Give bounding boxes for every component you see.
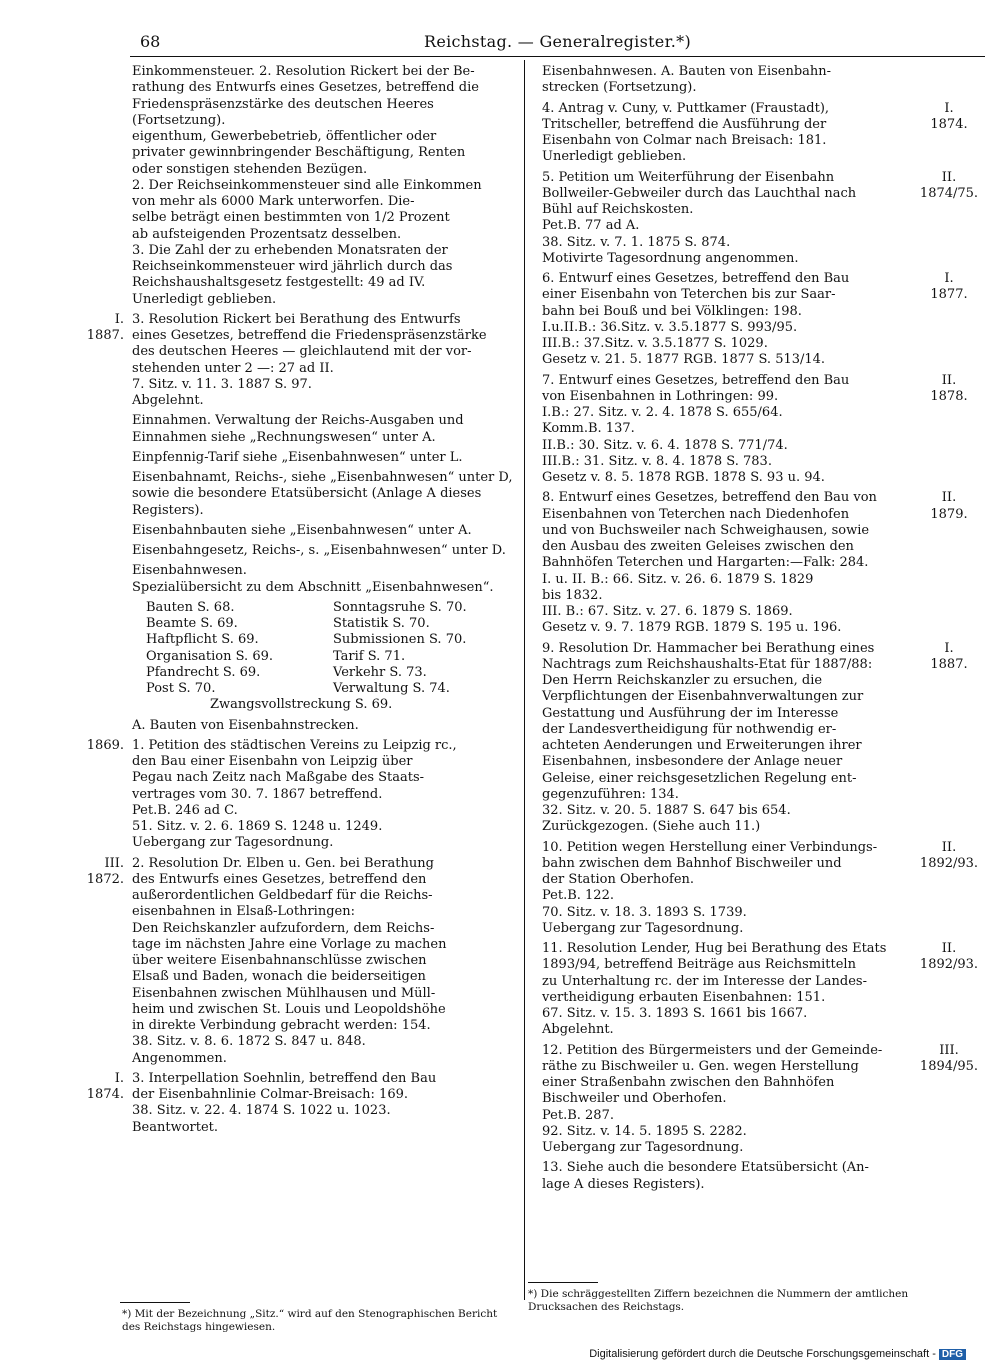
entry-line: 4. Antrag v. Cuny, v. Puttkamer (Fraustadt), <box>542 100 830 116</box>
entry-line: 3. Die Zahl der zu erhebenden Monatsraten der <box>132 242 448 258</box>
spec-item: Submissionen S. 70. <box>333 632 467 648</box>
register-entry <box>60 450 520 466</box>
entry-line: 12. Petition des Bürgermeisters und der Gemeinde- <box>542 1042 883 1058</box>
entry-line: Abgelehnt. <box>132 393 204 408</box>
spec-item: Haftpflicht S. 69. <box>146 632 259 648</box>
entry-line: tage im nächsten Jahre eine Vorlage zu machen <box>132 936 447 952</box>
entry-line: 7. Entwurf eines Gesetzes, betreffend den Bau <box>542 372 850 388</box>
entry-line: bis 1832. <box>542 587 603 603</box>
entry-line: der Landesvertheidigung für nothwendig er- <box>542 721 837 737</box>
entry-line: eines Gesetzes, betreffend die Friedenspräsenzstärke <box>132 328 487 343</box>
entry-margin-note: III. 1894/95. <box>919 1042 979 1074</box>
spec-item: Sonntagsruhe S. 70. <box>333 599 467 615</box>
entry-line: 10. Petition wegen Herstellung einer Verbindungs- <box>542 839 878 855</box>
entry-line: III.B.: 37.Sitz. v. 3.5.1877 S. 1029. <box>542 336 768 351</box>
entry-line: Gestattung und Ausführung der im Interesse <box>542 705 839 721</box>
entry-line: 5. Petition um Weiterführung der Eisenbahn <box>542 169 835 185</box>
entry-margin-note: I. 1887. <box>86 311 124 343</box>
entry-line: Pet.B. 287. <box>542 1107 614 1123</box>
entry-line: Gesetz v. 9. 7. 1879 RGB. 1879 S. 195 u. 196. <box>542 620 842 636</box>
page-number: 68 <box>140 32 161 51</box>
entry-line: 3. Interpellation Soehnlin, betreffend den Bau <box>132 1070 437 1086</box>
entry-line: vertheidigung erbauten Eisenbahnen: 151. <box>542 989 826 1005</box>
entry-line: stehenden unter 2 —: 27 ad II. <box>132 360 334 376</box>
entry-line: Registers). <box>132 502 204 518</box>
entry-line: III. B.: 67. Sitz. v. 27. 6. 1879 S. 1869. <box>542 604 793 619</box>
spec-item: Bauten S. 68. <box>146 599 235 615</box>
entry-line: I. u. II. B.: 66. Sitz. v. 26. 6. 1879 S. 1829 <box>542 571 814 587</box>
entry-line: von Eisenbahnen in Lothringen: 99. <box>542 388 779 404</box>
register-entry <box>60 563 520 596</box>
register-entry <box>60 523 520 539</box>
register-entry <box>60 1071 520 1136</box>
entry-margin-note: II. 1879. <box>930 490 968 522</box>
page-header <box>130 32 985 57</box>
spec-item: Pfandrecht S. 69. <box>146 664 261 680</box>
entry-line: I.u.II.B.: 36.Sitz. v. 3.5.1877 S. 993/95. <box>542 319 798 335</box>
entry-line: einer Eisenbahn von Teterchen bis zur Saar- <box>542 287 836 303</box>
footnote-rule-left <box>120 1302 190 1303</box>
entry-line: Gesetz v. 21. 5. 1877 RGB. 1877 S. 513/14. <box>542 352 826 368</box>
entry-line: einer Straßenbahn zwischen den Bahnhöfen <box>542 1075 835 1090</box>
entry-line: 38. Sitz. v. 8. 6. 1872 S. 847 u. 848. <box>132 1034 366 1050</box>
entry-line: Eisenbahnwesen. A. Bauten von Eisenbahn- <box>542 64 832 79</box>
entry-line: Bühl auf Reichskosten. <box>542 202 694 217</box>
register-entry <box>528 170 988 268</box>
entry-line: Pet.B. 77 ad A. <box>542 218 640 234</box>
register-entry <box>60 738 520 852</box>
entry-line: räthe zu Bischweiler u. Gen. wegen Herstellung <box>542 1058 859 1074</box>
entry-line: Nachtrags zum Reichshaushalts-Etat für 1887/88: <box>542 656 873 672</box>
left-column <box>60 64 520 1140</box>
entry-line: oder sonstigen stehenden Bezügen. <box>132 161 368 177</box>
entry-line: A. Bauten von Eisenbahnstrecken. <box>132 717 359 733</box>
entry-line: Reichshaushaltsgesetz festgestellt: 49 ad IV. <box>132 275 426 291</box>
entry-line: Angenommen. <box>132 1050 227 1066</box>
entry-line: 70. Sitz. v. 18. 3. 1893 S. 1739. <box>542 904 747 920</box>
register-entry <box>60 718 520 734</box>
register-entry <box>60 312 520 410</box>
entry-margin-note: II. 1892/93. <box>919 839 979 871</box>
register-entry <box>528 490 988 636</box>
entry-line: 2. Der Reichseinkommensteuer sind alle Einkommen <box>132 177 482 193</box>
entry-line: 3. Resolution Rickert bei Berathung des Entwurfs <box>132 311 461 327</box>
entry-line: den Ausbau des zweiten Geleises zwischen den <box>542 539 854 554</box>
register-entry <box>60 470 520 519</box>
entry-line: Geleise, einer reichsgesetzlichen Regelung ent- <box>542 770 857 786</box>
entry-line: des deutschen Heeres — gleichlautend mit der vor- <box>132 344 472 360</box>
column-divider <box>524 60 525 1300</box>
entry-line: Unerledigt geblieben. <box>132 291 277 307</box>
entry-line: Reichseinkommensteuer wird jährlich durch das <box>132 259 453 274</box>
spec-item: Verwaltung S. 74. <box>333 681 450 696</box>
entry-line: Zurückgezogen. (Siehe auch 11.) <box>542 819 761 835</box>
entry-line: den Bau einer Eisenbahn von Leipzig über <box>132 754 413 769</box>
entry-line: 13. Siehe auch die besondere Etatsübersicht (An- <box>542 1160 869 1176</box>
entry-line: Eisenbahnen zwischen Mühlhausen und Müll- <box>132 985 436 1001</box>
entry-line: 38. Sitz. v. 22. 4. 1874 S. 1022 u. 1023. <box>132 1103 391 1119</box>
spec-item: Post S. 70. <box>146 681 216 696</box>
entry-line: privater gewinnbringender Beschäftigung, Renten <box>132 145 466 161</box>
entry-line: 9. Resolution Dr. Hammacher bei Berathung eines <box>542 640 875 656</box>
entry-line: Eisenbahnbauten siehe „Eisenbahnwesen“ unter A. <box>132 522 472 538</box>
register-entry <box>60 856 520 1067</box>
spec-item: Beamte S. 69. <box>146 616 238 631</box>
entry-line: lage A dieses Registers). <box>542 1176 705 1192</box>
entry-line: achteten Aenderungen und Erweiterungen ihrer <box>542 738 862 753</box>
entry-line: und von Buchsweiler nach Schweighausen, sowie <box>542 522 870 538</box>
entry-line: über weitere Eisenbahnanschlüsse zwischen <box>132 953 427 968</box>
spec-item: Organisation S. 69. <box>146 648 273 664</box>
entry-line: gegenzuführen: 134. <box>542 786 679 802</box>
entry-line: III.B.: 31. Sitz. v. 8. 4. 1878 S. 783. <box>542 453 772 469</box>
register-entry <box>528 641 988 836</box>
footer-text: Digitalisierung gefördert durch die Deutsche Forschungsgemeinschaft - <box>589 1348 936 1360</box>
register-entry <box>60 64 520 308</box>
entry-line: Friedenspräsenzstärke des deutschen Heeres (Fortsetzung). <box>132 96 434 128</box>
entry-line: 92. Sitz. v. 14. 5. 1895 S. 2282. <box>542 1123 747 1139</box>
register-entry <box>60 413 520 446</box>
entry-line: heim und zwischen St. Louis und Leopoldshöhe <box>132 1001 446 1017</box>
page-title: Reichstag. — Generalregister.*) <box>423 32 691 51</box>
register-entry <box>60 543 520 559</box>
special-overview-last: Zwangsvollstreckung S. 69. <box>210 697 393 713</box>
entry-margin-note: 1869. <box>86 737 124 753</box>
entry-margin-note: II. 1892/93. <box>919 941 979 973</box>
entry-line: I.B.: 27. Sitz. v. 2. 4. 1878 S. 655/64. <box>542 405 783 420</box>
dfg-logo: DFG <box>939 1349 966 1360</box>
entry-line: Komm.B. 137. <box>542 421 635 437</box>
entry-line: Unerledigt geblieben. <box>542 149 687 165</box>
entry-line: Einnahmen siehe „Rechnungswesen“ unter A. <box>132 429 436 445</box>
right-column <box>528 64 988 1197</box>
entry-line: Eisenbahnen von Teterchen nach Diedenhofen <box>542 506 850 522</box>
entry-line: Uebergang zur Tagesordnung. <box>132 835 334 851</box>
entry-line: Pet.B. 122. <box>542 888 614 904</box>
entry-line: 1. Petition des städtischen Vereins zu Leipzig rc., <box>132 737 457 753</box>
entry-line: von mehr als 6000 Mark unterworfen. Die- <box>132 194 415 209</box>
entry-line: 11. Resolution Lender, Hug bei Berathung des Etats <box>542 941 887 956</box>
entry-line: Eisenbahnamt, Reichs-, siehe „Eisenbahnwesen“ unter D, <box>132 470 513 485</box>
entry-line: bahn zwischen dem Bahnhof Bischweiler und <box>542 855 842 871</box>
entry-line: Pet.B. 246 ad C. <box>132 802 238 818</box>
entry-line: des Entwurfs eines Gesetzes, betreffend den <box>132 871 427 887</box>
entry-line: eigenthum, Gewerbebetrieb, öffentlicher oder <box>132 129 437 144</box>
footnote-left: *) Mit der Bezeichnung „Sitz.“ wird auf den Stenographischen Bericht des Reichstags hingewiesen. <box>122 1308 498 1333</box>
register-entry <box>528 271 988 369</box>
entry-line: Eisenbahn von Colmar nach Breisach: 181. <box>542 133 827 148</box>
entry-line: 8. Entwurf eines Gesetzes, betreffend den Bau von <box>542 490 877 506</box>
entry-line: 51. Sitz. v. 2. 6. 1869 S. 1248 u. 1249. <box>132 819 383 834</box>
entry-line: sowie die besondere Etatsübersicht (Anlage A dieses <box>132 486 482 502</box>
register-entry <box>528 101 988 166</box>
footer <box>589 1348 966 1360</box>
entry-margin-note: I. 1874. <box>86 1070 124 1102</box>
register-entry <box>528 1043 988 1157</box>
register-entry <box>528 373 988 487</box>
entry-line: Spezialübersicht zu dem Abschnitt „Eisenbahnwesen“. <box>132 579 494 595</box>
entry-line: Eisenbahngesetz, Reichs-, s. „Eisenbahnwesen“ unter D. <box>132 543 506 558</box>
entry-line: Einnahmen. Verwaltung der Reichs-Ausgaben und <box>132 413 464 429</box>
register-entry <box>528 840 988 938</box>
entry-line: 1893/94, betreffend Beiträge aus Reichsmitteln <box>542 957 856 973</box>
register-entry <box>528 64 988 97</box>
entry-margin-note: II. 1878. <box>930 372 968 404</box>
entry-line: 2. Resolution Dr. Elben u. Gen. bei Berathung <box>132 855 434 871</box>
entry-line: rathung des Entwurfs eines Gesetzes, betreffend die <box>132 80 479 96</box>
entry-line: 7. Sitz. v. 11. 3. 1887 S. 97. <box>132 376 312 392</box>
entry-margin-note: I. 1887. <box>930 640 968 672</box>
entry-line: zu Unterhaltung rc. der im Interesse der Landes- <box>542 973 867 989</box>
entry-line: strecken (Fortsetzung). <box>542 80 697 96</box>
entry-margin-note: I. 1874. <box>930 100 968 132</box>
entry-line: Bahnhöfen Teterchen und Hargarten:—Falk: 284. <box>542 555 869 571</box>
entry-line: 32. Sitz. v. 20. 5. 1887 S. 647 bis 654. <box>542 803 791 818</box>
entry-line: 38. Sitz. v. 7. 1. 1875 S. 874. <box>542 234 731 250</box>
entry-line: Den Herrn Reichskanzler zu ersuchen, die <box>542 673 823 688</box>
entry-line: eisenbahnen in Elsaß-Lothringen: <box>132 904 355 920</box>
entry-line: Den Reichskanzler aufzufordern, dem Reichs- <box>132 920 435 936</box>
spec-item: Tarif S. 71. <box>333 648 406 664</box>
entry-line: II.B.: 30. Sitz. v. 6. 4. 1878 S. 771/74. <box>542 437 788 453</box>
spec-item: Verkehr S. 73. <box>333 664 427 680</box>
entry-line: Bollweiler-Gebweiler durch das Lauchthal nach <box>542 185 857 201</box>
entry-line: Uebergang zur Tagesordnung. <box>542 1140 744 1155</box>
entry-line: Motivirte Tagesordnung angenommen. <box>542 250 799 266</box>
entry-line: 6. Entwurf eines Gesetzes, betreffend den Bau <box>542 271 850 286</box>
entry-line: Uebergang zur Tagesordnung. <box>542 920 744 936</box>
entry-line: selbe beträgt einen bestimmten von 1/2 Prozent <box>132 210 450 226</box>
register-entry <box>528 941 988 1039</box>
entry-line: ab aufsteigenden Prozentsatz desselben. <box>132 226 402 242</box>
entry-line: Gesetz v. 8. 5. 1878 RGB. 1878 S. 93 u. 94. <box>542 470 825 485</box>
entry-line: Bischweiler und Oberhofen. <box>542 1091 727 1107</box>
entry-line: außerordentlichen Geldbedarf für die Reichs- <box>132 888 433 903</box>
entry-line: Beantwortet. <box>132 1119 219 1135</box>
special-overview-list <box>146 600 520 698</box>
entry-line: Eisenbahnen, insbesondere der Anlage neuer <box>542 754 843 770</box>
entry-line: Abgelehnt. <box>542 1022 614 1038</box>
entry-line: Eisenbahnwesen. <box>132 563 247 579</box>
entry-margin-note: III. 1872. <box>86 855 124 887</box>
entry-line: vertrages vom 30. 7. 1867 betreffend. <box>132 786 383 802</box>
entry-line: Tritscheller, betreffend die Ausführung der <box>542 116 827 132</box>
entry-line: der Station Oberhofen. <box>542 872 695 887</box>
entry-line: Verpflichtungen der Eisenbahnverwaltungen zur <box>542 689 864 705</box>
spec-item: Statistik S. 70. <box>333 616 430 631</box>
entry-line: in direkte Verbindung gebracht werden: 154. <box>132 1018 431 1033</box>
entry-line: der Eisenbahnlinie Colmar-Breisach: 169. <box>132 1087 409 1102</box>
entry-margin-note: II. 1874/75. <box>919 169 979 201</box>
entry-margin-note: I. 1877. <box>930 271 968 303</box>
entry-line: 67. Sitz. v. 15. 3. 1893 S. 1661 bis 1667. <box>542 1006 808 1021</box>
footnote-right: *) Die schräggestellten Ziffern bezeichnen die Nummern der amtlichen Drucksachen des Reichstags. <box>528 1288 909 1313</box>
entry-line: Einkommensteuer. 2. Resolution Rickert bei der Be- <box>132 64 475 79</box>
entry-line: Elsaß und Baden, wonach die beiderseitigen <box>132 969 426 985</box>
footnote-rule-right <box>528 1282 598 1283</box>
entry-line: bahn bei Bouß und bei Völklingen: 198. <box>542 303 802 319</box>
register-entry <box>528 1160 988 1193</box>
entry-line: Einpfennig-Tarif siehe „Eisenbahnwesen“ unter L. <box>132 449 463 465</box>
entry-line: Pegau nach Zeitz nach Maßgabe des Staats- <box>132 770 425 786</box>
